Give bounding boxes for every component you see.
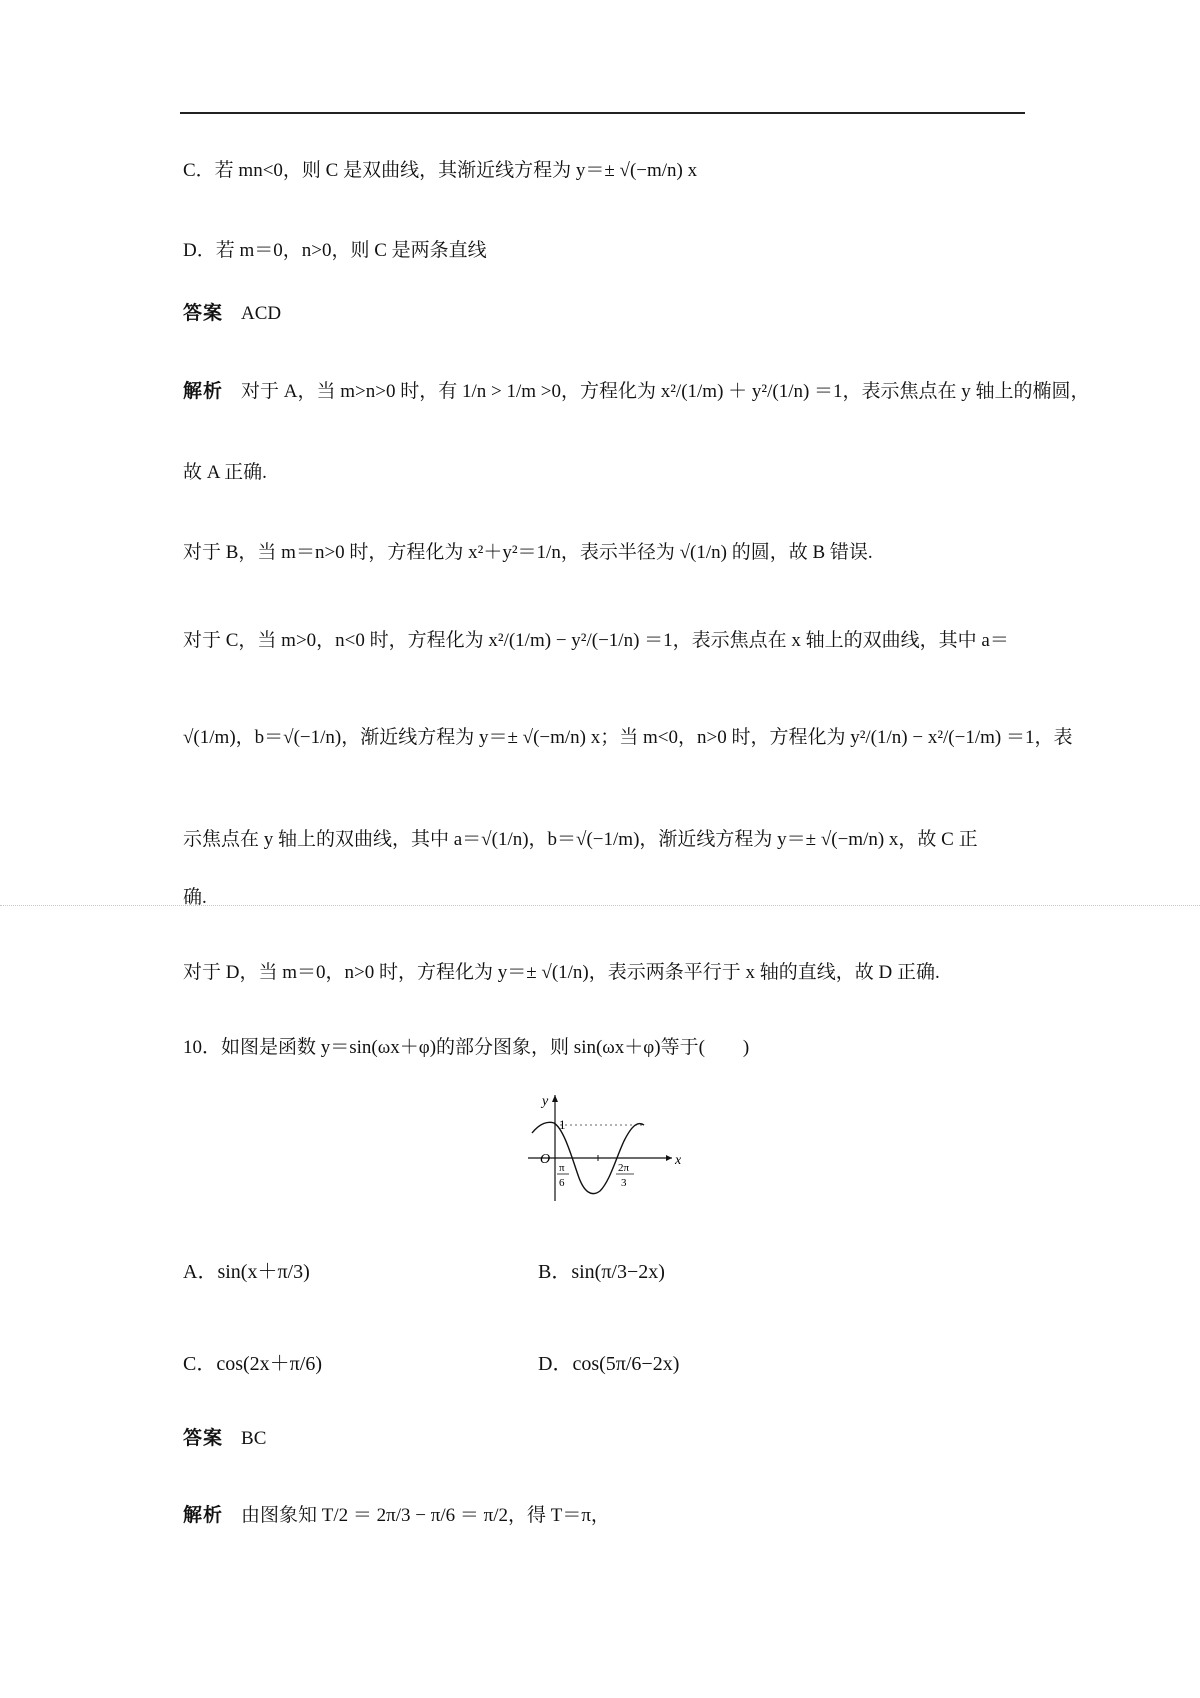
choice-d-prev: D．若 m＝0，n>0，则 C 是两条直线 — [183, 240, 487, 261]
answer-prev-row — [183, 300, 1023, 327]
pi6-numerator: π — [559, 1162, 565, 1174]
analysis-line: 故 A 正确. — [183, 462, 267, 483]
analysis-prev-row — [183, 378, 1090, 405]
x-axis-label: x — [675, 1153, 682, 1168]
y-axis-label: y — [542, 1094, 549, 1109]
analysis-label: 解析 — [183, 1504, 224, 1526]
analysis-text: 由图象知 T/2 ＝ 2π/3 − π/6 ＝ π/2，得 T＝π， — [241, 1505, 610, 1526]
analysis-line: 对于 A，当 m>n>0 时，有 1/n > 1/m >0，方程化为 x²/(1/m) ＋ y²/(1/n) ＝1，表示焦点在 y 轴上的椭圆， — [241, 381, 1090, 402]
answer-10-row — [183, 1425, 1023, 1452]
option-c: C．cos(2x＋π/6) — [183, 1353, 322, 1375]
option-d: D．cos(5π/6−2x) — [538, 1353, 680, 1375]
answer-label: 答案 — [183, 302, 224, 324]
x-axis-arrow — [666, 1155, 672, 1161]
origin-label: O — [540, 1152, 551, 1167]
answer-value: ACD — [241, 303, 282, 324]
question-10-stem: 10．如图是函数 y＝sin(ωx＋φ)的部分图象，则 sin(ωx＋φ)等于( ) — [183, 1037, 750, 1058]
option-b: B．sin(π/3−2x) — [538, 1261, 665, 1283]
twopi3-numerator: 2π — [618, 1162, 630, 1174]
one-label: 1 — [559, 1117, 566, 1132]
answer-value: BC — [241, 1428, 267, 1449]
header-rule — [180, 112, 1025, 114]
option-a: A．sin(x＋π/3) — [183, 1261, 310, 1283]
twopi3-denominator: 3 — [621, 1177, 627, 1189]
pi6-denominator: 6 — [559, 1177, 565, 1189]
analysis-line: 对于 D，当 m＝0，n>0 时，方程化为 y＝± √(1/n)，表示两条平行于 x 轴的直线，故 D 正确. — [183, 962, 940, 983]
analysis-10-row — [183, 1502, 1023, 1529]
analysis-line: 对于 C，当 m>0，n<0 时，方程化为 x²/(1/m) − y²/(−1/n) ＝1，表示焦点在 x 轴上的双曲线，其中 a＝ — [183, 630, 1009, 651]
analysis-line: 确. — [183, 887, 207, 908]
choice-c-prev: C．若 mn<0，则 C 是双曲线，其渐近线方程为 y＝± √(−m/n) x — [183, 160, 698, 181]
analysis-label: 解析 — [183, 380, 224, 402]
analysis-line: 对于 B，当 m＝n>0 时，方程化为 x²＋y²＝1/n，表示半径为 √(1/n) 的圆，故 B 错误. — [183, 542, 873, 563]
answer-label: 答案 — [183, 1427, 224, 1449]
sine-graph — [520, 1085, 685, 1205]
analysis-line: √(1/m)，b＝√(−1/n)，渐近线方程为 y＝± √(−m/n) x；当 m<0，n>0 时，方程化为 y²/(1/n) − x²/(−1/m) ＝1，表 — [183, 727, 1073, 748]
y-axis-arrow — [552, 1095, 558, 1102]
analysis-line: 示焦点在 y 轴上的双曲线，其中 a＝√(1/n)，b＝√(−1/m)，渐近线方程为 y＝± √(−m/n) x，故 C 正 — [183, 829, 978, 850]
